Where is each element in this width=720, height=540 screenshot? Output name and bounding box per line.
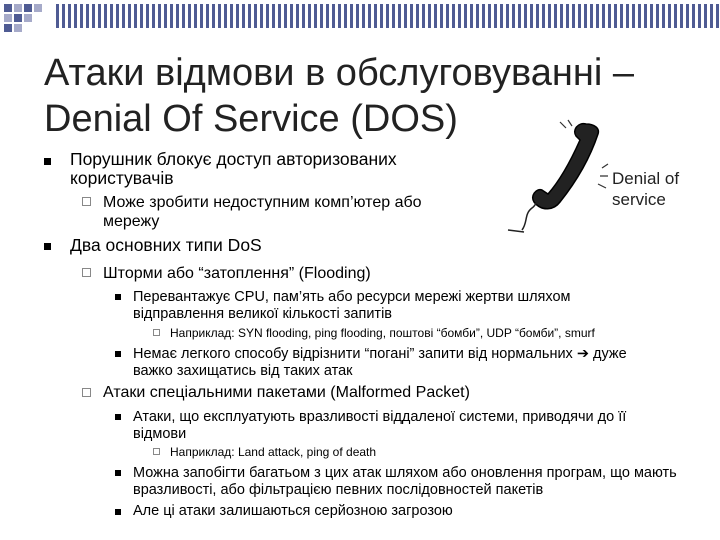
bullet-text: Шторми або “затоплення” (Flooding) — [103, 265, 371, 282]
image-caption-line: service — [612, 190, 666, 209]
bullet-square-outline — [153, 329, 160, 336]
bullet-text: Але ці атаки залишаються серйозною загрозою — [133, 503, 453, 519]
bullet-text: Можна запобігти багатьом з цих атак шляхом або оновлення програм, що мають вразливості, або фільтрацією певних послідовностей пакетів — [133, 465, 677, 498]
bullet-square — [115, 351, 121, 357]
bullet-square-outline — [153, 448, 160, 455]
bullet-square — [115, 294, 121, 300]
bullet-text: Може зробити недоступним комп’ютер або мережу — [103, 194, 422, 230]
slide-title: Атаки відмови в обслуговуванні – Denial Of Service (DOS) — [44, 52, 634, 140]
corner-decoration — [0, 0, 60, 40]
bullet-square-outline — [82, 268, 91, 277]
bullet-text: Перевантажує CPU, пам’ять або ресурси мережі жертви шляхом відправлення великої кількості запитів — [133, 289, 571, 322]
bullet-square — [115, 470, 121, 476]
image-caption-line: Denial of — [612, 169, 680, 188]
decor-square — [24, 14, 32, 22]
bullet-text: Порушник блокує доступ авторизованих користувачів — [70, 149, 397, 188]
decor-square — [24, 4, 32, 12]
bullet-square — [44, 243, 51, 250]
decor-square — [14, 14, 22, 22]
header-stripe-band — [56, 4, 720, 28]
bullet-square-outline — [82, 197, 91, 206]
image-caption — [612, 168, 679, 210]
bullet-square-outline — [82, 388, 91, 397]
bullet-text: Два основних типи DoS — [70, 235, 262, 255]
decor-square — [14, 24, 22, 32]
decor-square — [4, 24, 12, 32]
phone-handset-icon — [502, 118, 612, 238]
decor-square — [34, 4, 42, 12]
bullet-square — [115, 509, 121, 515]
bullet-text: Наприклад: Land attack, ping of death — [170, 445, 377, 459]
decor-square — [4, 4, 12, 12]
bullet-square — [115, 414, 121, 420]
decor-square — [14, 4, 22, 12]
decor-square — [4, 14, 12, 22]
bullet-text: Атаки спеціальними пакетами (Malformed Packet) — [103, 384, 470, 401]
bullet-text: Наприклад: SYN flooding, ping flooding, поштові “бомби”, UDP “бомби”, smurf — [170, 326, 595, 340]
bullet-text: Атаки, що експлуатують вразливості віддаленої системи, приводячи до її відмови — [133, 409, 627, 442]
bullet-square — [44, 158, 51, 165]
bullet-text: Немає легкого способу відрізнити “погані” запити від нормальних ➔ дуже важко захищатись від таких атак — [133, 346, 627, 379]
